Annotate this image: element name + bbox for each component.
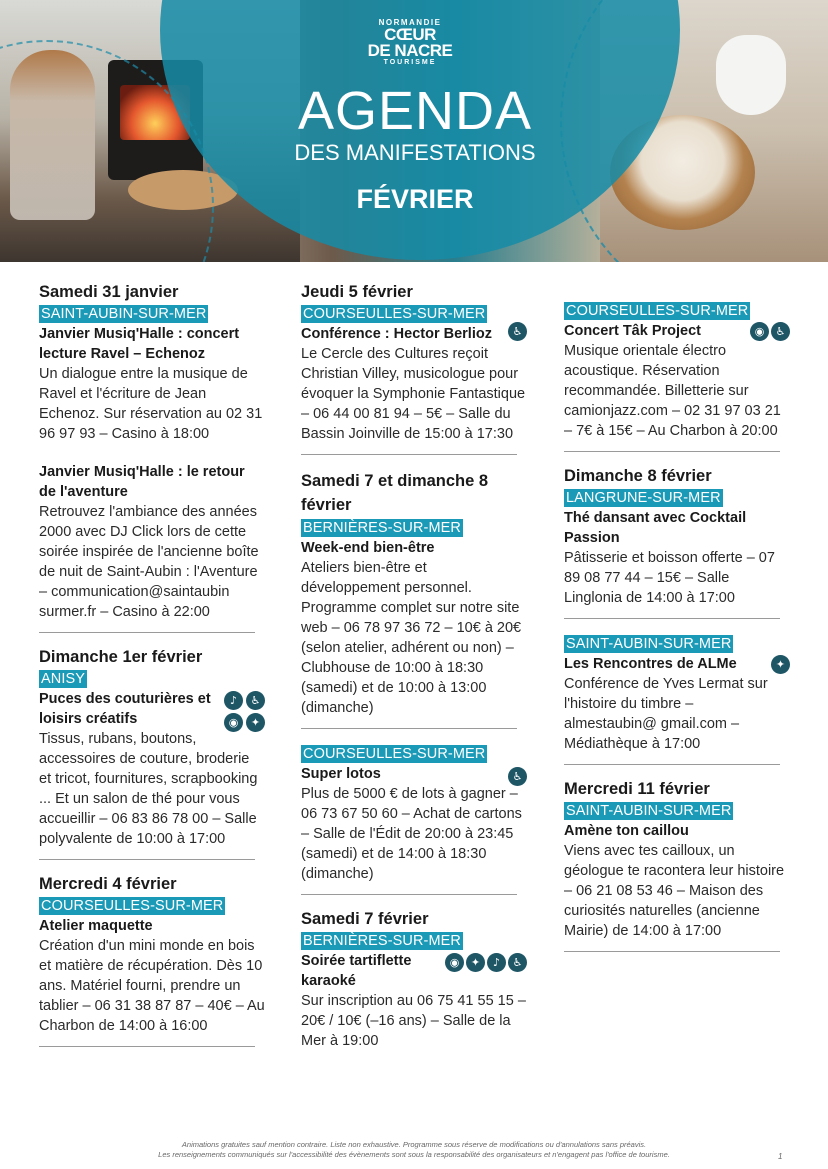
- event-description: Retrouvez l'ambiance des années 2000 avec DJ Click lors de cette soirée inspirée de l'ancienne boîte de nuit de Saint-Aubin : l'Aventure – communication@saintaubin surmer.fr – Casino à 22:00: [39, 504, 259, 620]
- divider: [39, 859, 255, 860]
- brand-logo: [340, 18, 480, 66]
- event-title: Week-end bien-être: [301, 540, 435, 556]
- events-column-3: [564, 300, 790, 966]
- wheelchair-icon: ♿: [246, 691, 265, 710]
- accessibility-icons: [445, 953, 527, 972]
- event-title: Soirée tartiflette karaoké: [301, 953, 412, 989]
- divider: [301, 728, 517, 729]
- event-description: Plus de 5000 € de lots à gagner – 06 73 67 50 60 – Achat de cartons – Salle de l'Édit de 20:00 à 23:45 (samedi) et de 14:00 à 18:30 (dimanche): [301, 786, 522, 882]
- wheelchair-icon: ♿: [508, 767, 527, 786]
- divider: [301, 454, 517, 455]
- event-item: [39, 462, 265, 622]
- event-date: Samedi 7 février: [301, 910, 429, 928]
- event-title: Puces des couturières et loisirs créatifs: [39, 691, 211, 727]
- event-item: [39, 647, 265, 849]
- accessibility-icons: [750, 322, 790, 341]
- event-date: Dimanche 1er février: [39, 648, 203, 666]
- page-subtitle: DES MANIFESTATIONS: [294, 140, 536, 165]
- event-title: Les Rencontres de ALMe: [564, 656, 737, 672]
- event-place: COURSEULLES-SUR-MER: [566, 303, 749, 319]
- page-number: 1: [778, 1152, 783, 1161]
- visual-icon: ◉: [750, 322, 769, 341]
- event-date: Dimanche 8 février: [564, 467, 712, 485]
- event-place: COURSEULLES-SUR-MER: [41, 898, 224, 914]
- events-column-2: [301, 282, 527, 1069]
- wheelchair-icon: ♿: [508, 953, 527, 972]
- brand-line: DE NACRE: [367, 41, 453, 60]
- event-date: Jeudi 5 février: [301, 283, 413, 301]
- month-label: FÉVRIER: [356, 184, 474, 214]
- visual-icon: ◉: [445, 953, 464, 972]
- divider: [564, 451, 780, 452]
- divider: [39, 1046, 255, 1047]
- event-place: LANGRUNE-SUR-MER: [566, 490, 721, 506]
- event-place: BERNIÈRES-SUR-MER: [303, 520, 461, 536]
- footer-note: [80, 1140, 748, 1160]
- brand-line: CŒUR: [384, 25, 436, 44]
- event-description: Sur inscription au 06 75 41 55 15 – 20€ / 10€ (–16 ans) – Salle de la Mer à 19:00: [301, 993, 526, 1049]
- event-item: [564, 466, 790, 608]
- divider: [39, 632, 255, 633]
- event-description: Création d'un mini monde en bois et matière de récupération. Dès 10 ans. Matériel fourni, prendre un tablier – 06 31 38 87 87 – 40€ – Au Charbon de 14:00 à 16:00: [39, 938, 265, 1034]
- event-item: [301, 909, 527, 1051]
- footer-line: Les renseignements communiqués sur l'accessibilité des évènements sont sous la responsabilité des organisateurs et n'engagent pas l'office de tourisme.: [158, 1150, 670, 1159]
- accessibility-icons: [508, 322, 527, 341]
- event-item: [564, 779, 790, 941]
- event-place: COURSEULLES-SUR-MER: [303, 306, 486, 322]
- wheelchair-icon: ♿: [771, 322, 790, 341]
- event-title: Janvier Musiq'Halle : le retour de l'aventure: [39, 464, 245, 500]
- hearing-icon: ♪: [487, 953, 506, 972]
- event-title: Atelier maquette: [39, 918, 153, 934]
- divider: [564, 951, 780, 952]
- accessibility-icons: [771, 655, 790, 674]
- accessibility-icons: [224, 691, 265, 732]
- wheelchair-icon: ♿: [508, 322, 527, 341]
- page-title: AGENDA: [297, 81, 533, 141]
- event-place: SAINT-AUBIN-SUR-MER: [566, 803, 732, 819]
- event-title: Super lotos: [301, 766, 381, 782]
- event-place: ANISY: [41, 671, 86, 687]
- visual-icon: ◉: [224, 713, 243, 732]
- event-item: [301, 743, 527, 884]
- brand-line: TOURISME: [383, 59, 437, 66]
- event-description: Le Cercle des Cultures reçoit Christian Villey, musicologue pour évoquer la Symphonie Fantastique – 06 44 00 81 94 – 5€ – Salle du Bassin Joinville de 15:00 à 17:30: [301, 346, 526, 442]
- event-item: [301, 282, 527, 444]
- event-date: Samedi 7 et dimanche 8 février: [301, 472, 489, 514]
- event-item: [39, 282, 265, 444]
- mental-icon: ✦: [466, 953, 485, 972]
- event-description: Musique orientale électro acoustique. Réservation recommandée. Billetterie sur camionjazz.com – 02 31 97 03 21 – 7€ à 15€ – Au Charbon à 20:00: [564, 343, 781, 439]
- event-item: [301, 469, 527, 718]
- event-date: Samedi 31 janvier: [39, 283, 179, 301]
- mental-icon: ✦: [771, 655, 790, 674]
- mental-icon: ✦: [246, 713, 265, 732]
- event-description: Ateliers bien-être et développement personnel. Programme complet sur notre site web – 06 78 97 36 72 – 10€ à 20€ (selon atelier, adhérent ou non) – Clubhouse de 10:00 à 18:30 (samedi) et de 10:00 à 13:00 (dimanche): [301, 560, 522, 716]
- event-item: [564, 300, 790, 441]
- event-place: COURSEULLES-SUR-MER: [303, 746, 486, 762]
- event-description: Conférence de Yves Lermat sur l'histoire du timbre – almestaubin@ gmail.com – Médiathèque à 17:00: [564, 676, 768, 752]
- event-description: Un dialogue entre la musique de Ravel et l'écriture de Jean Echenoz. Sur réservation au 02 31 96 97 93 – Casino à 18:00: [39, 366, 263, 442]
- event-description: Tissus, rubans, boutons, accessoires de couture, broderie et tricot, fournitures, scrapbooking ... Et un salon de thé pour vous accueillir – 06 83 86 78 00 – Salle polyvalente de 10:00 à 17:00: [39, 731, 258, 847]
- event-title: Concert Tâk Project: [564, 323, 701, 339]
- accessibility-icons: [508, 767, 527, 786]
- event-title: Amène ton caillou: [564, 823, 689, 839]
- divider: [564, 618, 780, 619]
- brand-line: NORMANDIE: [378, 18, 442, 27]
- event-item: [39, 874, 265, 1036]
- event-date: Mercredi 11 février: [564, 780, 710, 798]
- event-item: [564, 633, 790, 754]
- header-banner: [0, 0, 828, 262]
- event-place: SAINT-AUBIN-SUR-MER: [41, 306, 207, 322]
- event-title: Thé dansant avec Cocktail Passion: [564, 510, 747, 546]
- event-title: Conférence : Hector Berlioz: [301, 326, 492, 342]
- event-description: Viens avec tes cailloux, un géologue te racontera leur histoire – 06 21 08 53 46 – Maison des curiosités naturelles (ancienne Mairie) de 14:00 à 17:00: [564, 843, 785, 939]
- event-place: SAINT-AUBIN-SUR-MER: [566, 636, 732, 652]
- event-place: BERNIÈRES-SUR-MER: [303, 933, 461, 949]
- events-column-1: [39, 282, 265, 1061]
- event-title: Janvier Musiq'Halle : concert lecture Ravel – Echenoz: [39, 326, 240, 362]
- event-date: Mercredi 4 février: [39, 875, 177, 893]
- hearing-icon: ♪: [224, 691, 243, 710]
- event-description: Pâtisserie et boisson offerte – 07 89 08 77 44 – 15€ – Salle Linglonia de 14:00 à 17:00: [564, 550, 775, 606]
- footer-line: Animations gratuites sauf mention contraire. Liste non exhaustive. Programme sous réserve de modifications ou d'annulations sans préavis.: [181, 1140, 647, 1149]
- divider: [564, 764, 780, 765]
- divider: [301, 894, 517, 895]
